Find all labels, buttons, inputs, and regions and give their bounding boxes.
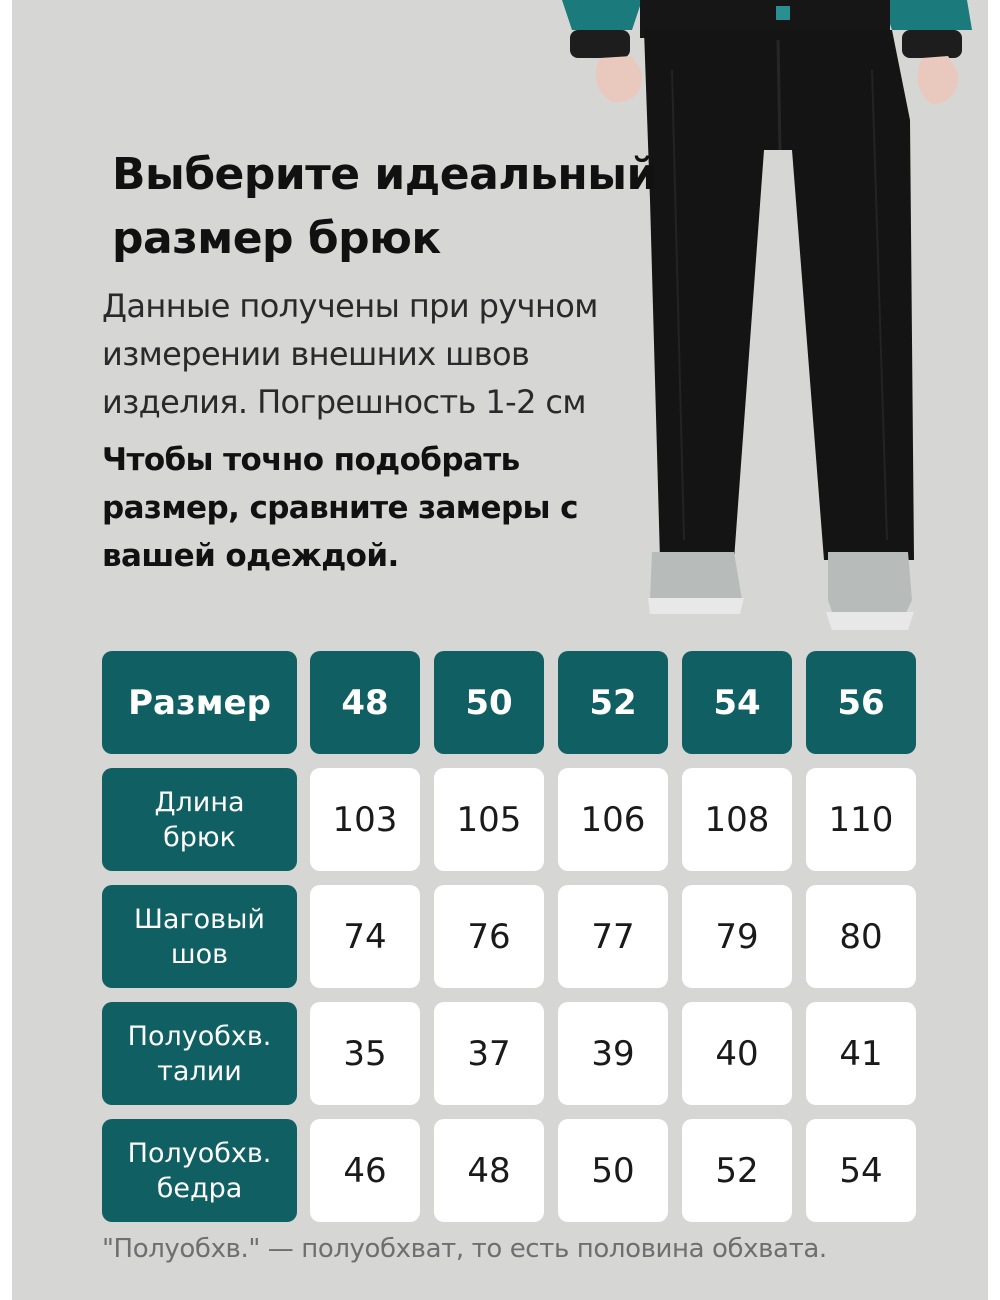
table-cell: 106 [558, 768, 668, 871]
size-column-header: 56 [806, 651, 916, 754]
table-cell: 52 [682, 1119, 792, 1222]
table-cell: 79 [682, 885, 792, 988]
size-column-header: 52 [558, 651, 668, 754]
row-label-half-hip: Полуобхв. бедра [102, 1119, 297, 1222]
table-cell: 80 [806, 885, 916, 988]
table-cell: 103 [310, 768, 420, 871]
row-label-length: Длина брюк [102, 768, 297, 871]
size-header-label: Размер [102, 651, 297, 754]
table-cell: 41 [806, 1002, 916, 1105]
table-cell: 76 [434, 885, 544, 988]
page-title: Выберите идеальный размер брюк [112, 149, 657, 264]
table-cell: 77 [558, 885, 668, 988]
table-cell: 35 [310, 1002, 420, 1105]
table-cell: 50 [558, 1119, 668, 1222]
footnote: "Полуобхв." — полуобхват, то есть половина обхвата. [102, 1234, 827, 1264]
table-cell: 110 [806, 768, 916, 871]
row-label-half-waist: Полуобхв. талии [102, 1002, 297, 1105]
table-cell: 74 [310, 885, 420, 988]
table-cell: 46 [310, 1119, 420, 1222]
comparison-tip: Чтобы точно подобрать размер, сравните замеры с вашей одеждой. [102, 442, 578, 574]
table-cell: 40 [682, 1002, 792, 1105]
size-column-header: 50 [434, 651, 544, 754]
measurement-note: Данные получены при ручном измерении внешних швов изделия. Погрешность 1-2 см [102, 287, 598, 421]
table-cell: 54 [806, 1119, 916, 1222]
table-cell: 105 [434, 768, 544, 871]
table-cell: 37 [434, 1002, 544, 1105]
table-cell: 48 [434, 1119, 544, 1222]
row-label-inseam: Шаговый шов [102, 885, 297, 988]
size-column-header: 48 [310, 651, 420, 754]
size-chart-panel [12, 0, 988, 1300]
table-cell: 39 [558, 1002, 668, 1105]
size-column-header: 54 [682, 651, 792, 754]
table-cell: 108 [682, 768, 792, 871]
